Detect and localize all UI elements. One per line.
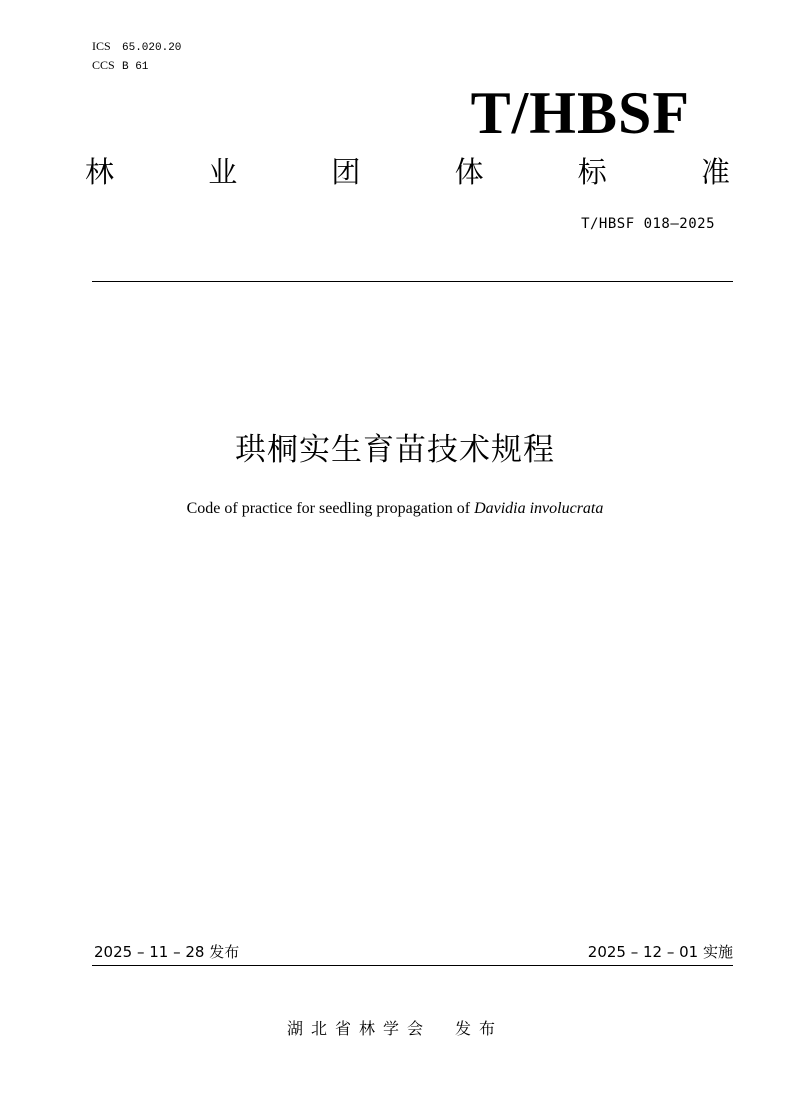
top-divider (92, 281, 733, 282)
title-english-species: Davidia involucrata (474, 500, 604, 517)
title-chinese: 珙桐实生育苗技术规程 (235, 432, 555, 468)
standard-type (85, 152, 730, 192)
bottom-divider (92, 965, 733, 966)
publisher (0, 1018, 790, 1040)
standard-type-char: 业 (208, 155, 238, 189)
standard-logo: T/HBSF (470, 80, 690, 146)
publisher-org: 湖北省林学会 (286, 1019, 431, 1038)
classification-codes (92, 38, 181, 76)
release-date: 2025 – 11 – 28 发布 (94, 943, 240, 961)
ccs-label: CCS (92, 58, 115, 72)
standard-type-char: 林 (85, 155, 115, 189)
implement-date: 2025 – 12 – 01 实施 (587, 943, 733, 961)
ics-code (92, 38, 181, 57)
ics-label: ICS (92, 39, 111, 53)
standard-type-char: 准 (700, 155, 730, 189)
standard-type-char: 标 (577, 155, 607, 189)
title-english (0, 498, 790, 520)
standard-number: T/HBSF 018—2025 (581, 216, 715, 232)
standard-type-char: 体 (454, 155, 484, 189)
standard-type-char: 团 (331, 155, 361, 189)
title-english-prefix: Code of practice for seedling propagation of (186, 500, 475, 517)
ccs-value: B 61 (122, 61, 149, 73)
publisher-action: 发布 (455, 1019, 504, 1038)
ics-value: 65.020.20 (122, 42, 182, 54)
ccs-code (92, 57, 181, 76)
